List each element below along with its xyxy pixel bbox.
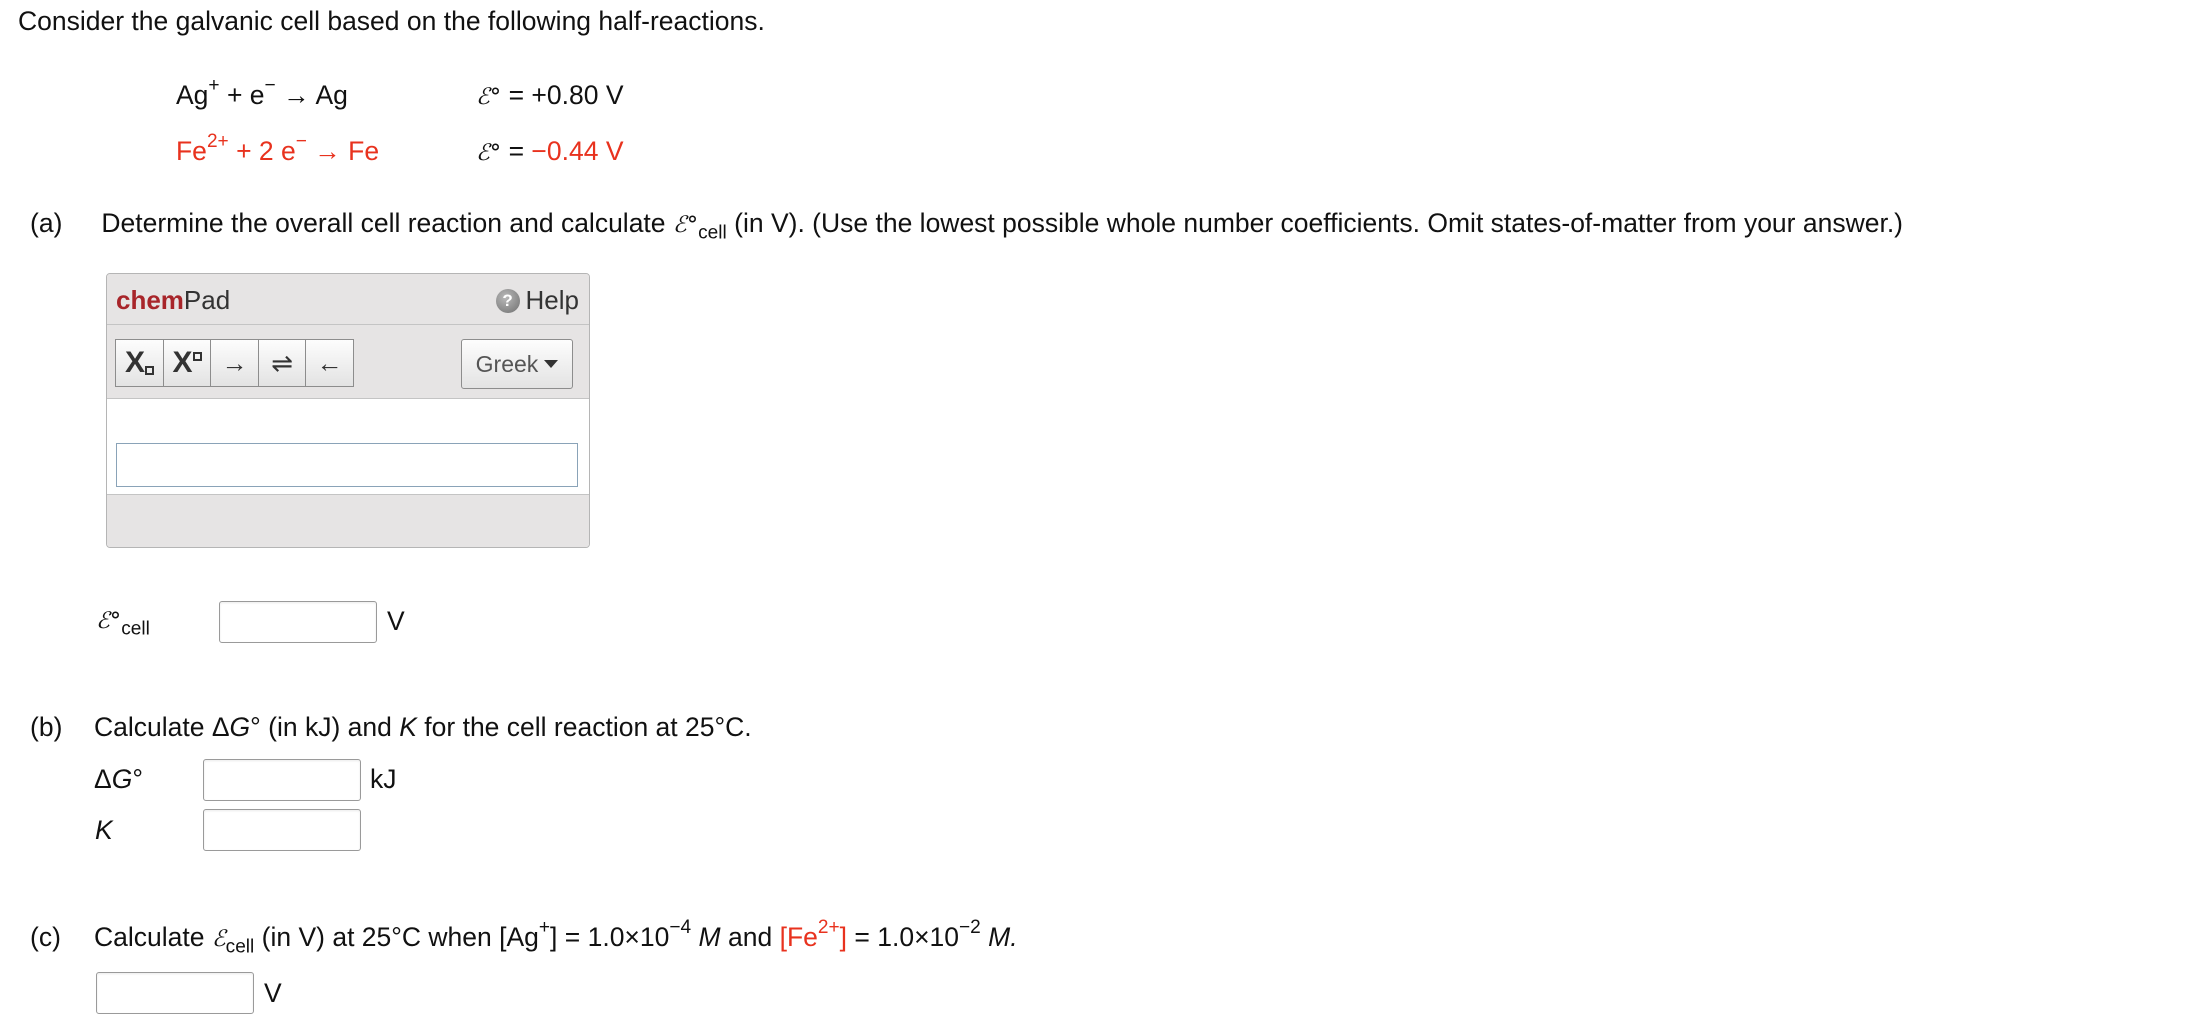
fe-species: Fe (176, 136, 207, 166)
chempad-footer (107, 494, 589, 547)
fe-product: Fe (348, 136, 380, 166)
subscript-icon: X (124, 346, 145, 379)
ecell-nonstandard-input[interactable] (96, 972, 254, 1014)
fe-charge: 2+ (206, 131, 229, 153)
electron-charge: − (264, 75, 276, 97)
electron-term: + e (226, 80, 265, 110)
potential-unit: V (605, 80, 624, 110)
chempad-title-rest: Pad (183, 285, 231, 315)
part-a-prompt (30, 208, 1904, 244)
potential-value: −0.44 (531, 136, 599, 166)
emf-symbol: ℰ° (476, 140, 502, 166)
fe-concentration (779, 917, 848, 952)
equals-sign: = (508, 136, 525, 166)
potential-unit: V (605, 136, 624, 166)
chempad-toolbar (107, 325, 589, 399)
potential-value: +0.80 (531, 80, 599, 110)
fe-charge: 2+ (817, 917, 840, 939)
k-input[interactable] (203, 809, 361, 851)
help-icon: ? (496, 289, 520, 313)
right-arrow-button[interactable] (210, 339, 259, 387)
part-c-prompt (30, 917, 1018, 958)
chempad-help-button[interactable] (496, 285, 579, 316)
ecell-answer-label (96, 604, 150, 640)
part-c-label: (c) (30, 922, 61, 952)
delta-g-unit: kJ (370, 764, 397, 794)
ag-charge: + (208, 75, 220, 97)
cell-subscript: cell (698, 222, 727, 244)
ecell-input[interactable] (219, 601, 377, 643)
half-reaction-1-potential (476, 80, 624, 111)
intro-text: Consider the galvanic cell based on the following half-reactions. (18, 6, 765, 36)
part-a-text-before: Determine the overall cell reaction and calculate (101, 208, 666, 238)
half-reaction-2-potential (476, 136, 624, 167)
delta-g-label (94, 764, 143, 795)
subscript-button[interactable] (115, 339, 164, 387)
electron-charge: − (295, 131, 307, 153)
part-b-text: Calculate Δ (94, 712, 230, 742)
left-arrow-button[interactable] (305, 339, 354, 387)
part-a-label: (a) (30, 208, 63, 238)
chempad-tool-group (115, 339, 353, 387)
greek-label: Greek (475, 350, 539, 377)
and-text: and (727, 922, 773, 952)
chevron-down-icon (544, 360, 558, 368)
equals-sign: = (508, 80, 525, 110)
ag-concentration-open: (in V) at 25°C when [Ag (261, 922, 539, 952)
g-symbol: G (111, 764, 133, 794)
ag-concentration-value: ] = 1.0×10 (550, 922, 670, 952)
emf-symbol: ℰ° (672, 212, 699, 238)
equilibrium-arrow-button[interactable] (258, 339, 307, 387)
ag-charge: + (538, 917, 551, 939)
k-label (95, 815, 113, 846)
ag-exponent: −4 (669, 917, 692, 939)
superscript-icon: X (172, 346, 193, 379)
superscript-box-icon (193, 352, 202, 361)
delta-symbol: Δ (94, 764, 112, 794)
chempad-reaction-input[interactable] (116, 443, 578, 487)
part-b-text-mid: ° (in kJ) and (250, 712, 392, 742)
part-b-prompt (30, 712, 752, 743)
equilibrium-arrow-icon: ⇌ (271, 347, 293, 378)
fe-open: [Fe (779, 922, 818, 952)
k-symbol: K (95, 815, 113, 845)
delta-g-input[interactable] (203, 759, 361, 801)
left-arrow-icon: ← (316, 347, 343, 378)
part-c-text: Calculate (94, 922, 205, 952)
degree-symbol: ° (132, 764, 143, 794)
help-label: Help (525, 285, 579, 315)
half-reaction-2 (176, 131, 380, 167)
ecell-nonstandard-unit: V (264, 978, 282, 1008)
reaction-arrow: → (314, 136, 341, 166)
electron-term: + 2 e (236, 136, 296, 166)
emf-symbol: ℰ° (476, 84, 502, 110)
half-reaction-1 (176, 75, 348, 111)
molar-unit: M (698, 922, 721, 952)
fe-close: ] (839, 922, 848, 952)
subscript-box-icon (145, 366, 154, 375)
fe-concentration-value: = 1.0×10 (854, 922, 960, 952)
chempad-widget (106, 273, 590, 548)
right-arrow-icon: → (221, 347, 248, 378)
ag-product: Ag (315, 80, 348, 110)
molar-unit: M. (988, 922, 1018, 952)
part-a-text-after: (in V). (Use the lowest possible whole number coefficients. Omit states-of-matter from your answer.) (734, 208, 1904, 238)
emf-symbol: ℰ (211, 926, 226, 952)
chempad-title (116, 285, 230, 316)
reaction-arrow: → (283, 80, 310, 110)
superscript-button[interactable] (163, 339, 212, 387)
cell-subscript: cell (225, 936, 255, 958)
part-b-label: (b) (30, 712, 63, 742)
cell-subscript: cell (121, 618, 150, 640)
ag-species: Ag (176, 80, 209, 110)
ecell-unit: V (387, 606, 405, 636)
greek-dropdown[interactable] (461, 339, 573, 389)
part-b-k: K (399, 712, 417, 742)
chempad-header (107, 274, 589, 325)
part-b-g: G (229, 712, 251, 742)
emf-symbol: ℰ° (96, 608, 122, 634)
chempad-title-bold: chem (116, 285, 184, 315)
part-b-text-post: for the cell reaction at 25°C. (424, 712, 752, 742)
fe-exponent: −2 (959, 917, 981, 939)
